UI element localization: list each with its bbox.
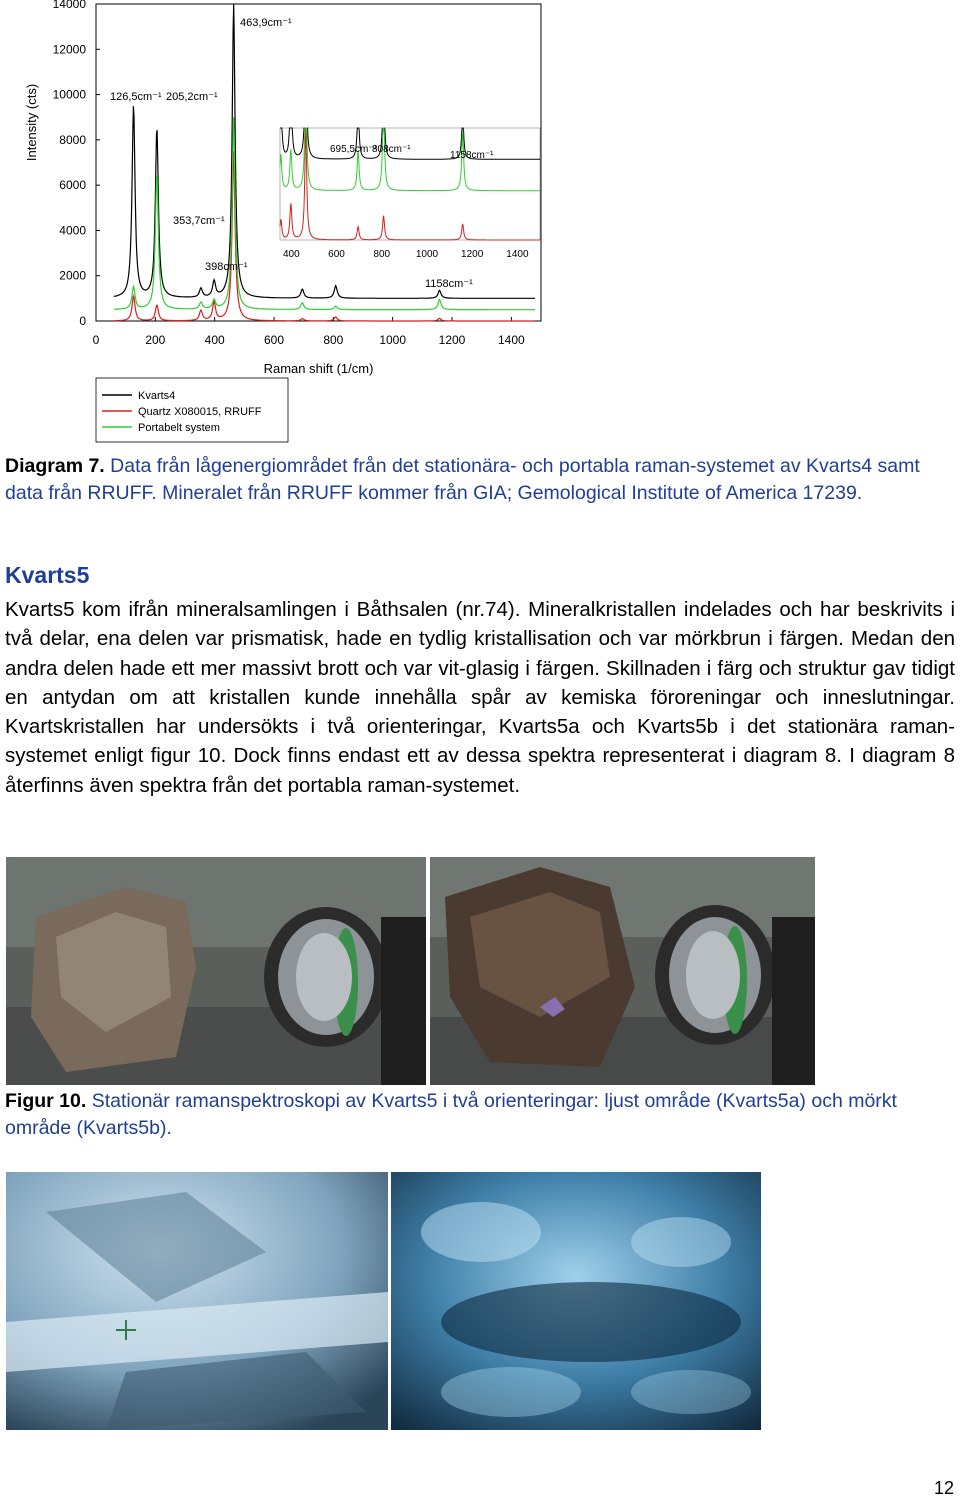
inset-peak-annotation: 695,5cm⁻¹ — [330, 144, 377, 155]
y-tick-label: 8000 — [59, 132, 86, 147]
inset-peak-annotation: 808cm⁻¹ — [372, 144, 411, 155]
peak-annotation: 398cm⁻¹ — [205, 261, 248, 273]
photo-kvarts5a — [6, 857, 426, 1085]
x-tick-label: 800 — [323, 333, 344, 347]
inset-peak-annotation: 1158cm⁻¹ — [450, 150, 494, 161]
x-tick-label: 400 — [204, 333, 225, 347]
y-tick-label: 0 — [79, 314, 86, 328]
microscope-photo-light — [6, 1172, 388, 1430]
y-tick-label: 10000 — [52, 87, 86, 102]
inset-x-tick-label: 600 — [328, 249, 345, 260]
peak-annotation: 205,2cm⁻¹ — [166, 91, 218, 103]
legend-entry: Portabelt system — [138, 422, 220, 434]
inset-x-tick-label: 1200 — [461, 249, 484, 260]
diagram-7-caption — [5, 453, 955, 507]
x-tick-label: 1400 — [497, 333, 525, 347]
x-tick-label: 200 — [145, 333, 166, 347]
y-tick-label: 4000 — [59, 223, 86, 238]
photo-kvarts5b — [430, 857, 815, 1085]
x-axis-label: Raman shift (1/cm) — [263, 361, 374, 376]
x-tick-label: 600 — [263, 333, 285, 347]
diagram-7-text: Data från lågenergiområdet från det stationära- och portabla raman-systemet av Kvarts4 samt data från RRUFF. Mineralet från RRUFF kommer från GIA; Gemological Institute of America 17239. — [5, 455, 920, 504]
legend-entry: Quartz X080015, RRUFF — [138, 406, 262, 418]
figure-10-label: Figur 10. — [5, 1090, 87, 1112]
y-tick-label: 6000 — [59, 178, 86, 193]
x-tick-label: 1000 — [379, 333, 407, 347]
legend-entry: Kvarts4 — [138, 390, 176, 402]
section-heading-kvarts5: Kvarts5 — [5, 562, 90, 588]
y-axis-label: Intensity (cts) — [24, 83, 39, 162]
raman-spectrum-chart — [0, 0, 560, 450]
inset-x-tick-label: 400 — [282, 249, 300, 260]
peak-annotation: 463,9cm⁻¹ — [240, 17, 292, 29]
x-tick-label: 0 — [92, 333, 100, 347]
y-tick-label: 12000 — [52, 42, 86, 57]
inset-x-tick-label: 1400 — [506, 249, 529, 260]
diagram-7-label: Diagram 7. — [5, 455, 105, 477]
y-tick-label: 2000 — [59, 268, 86, 283]
peak-annotation: 126,5cm⁻¹ — [110, 91, 162, 103]
body-paragraph: Kvarts5 kom ifrån mineralsamlingen i Båthsalen (nr.74). Mineralkristallen indelades och har beskrivits i två delar, ena delen var prismatisk, hade en tydlig kristallisation och var mörkbrun i färgen. Medan den andra delen hade ett mer massivt brott och var vit-glasig i färgen. Skillnaden i färg och struktur gav tidigt en antydan om att kristallen kunde innehålla spår av kemiska föroreningar och inneslutningar. Kvartskristallen har undersökts i två orienteringar, Kvarts5a och Kvarts5b i det stationära raman-systemet enligt figur 10. Dock finns endast ett av dessa spektra representerat i diagram 8. I diagram 8 återfinns även spektra från det portabla raman-systemet. — [5, 598, 955, 797]
peak-annotation: 353,7cm⁻¹ — [173, 215, 225, 227]
page-number: 12 — [933, 1478, 954, 1498]
x-tick-label: 1200 — [438, 333, 466, 347]
inset-x-tick-label: 800 — [373, 249, 391, 260]
inset-x-tick-label: 1000 — [415, 249, 439, 260]
y-tick-label: 14000 — [52, 0, 86, 11]
figure-10-text: Stationär ramanspektroskopi av Kvarts5 i två orienteringar: ljust område (Kvarts5a) och mörkt område (Kvarts5b). — [5, 1090, 897, 1139]
figure-10-caption — [5, 1088, 955, 1142]
microscope-photo-dark — [391, 1172, 761, 1430]
peak-annotation: 1158cm⁻¹ — [425, 278, 473, 290]
